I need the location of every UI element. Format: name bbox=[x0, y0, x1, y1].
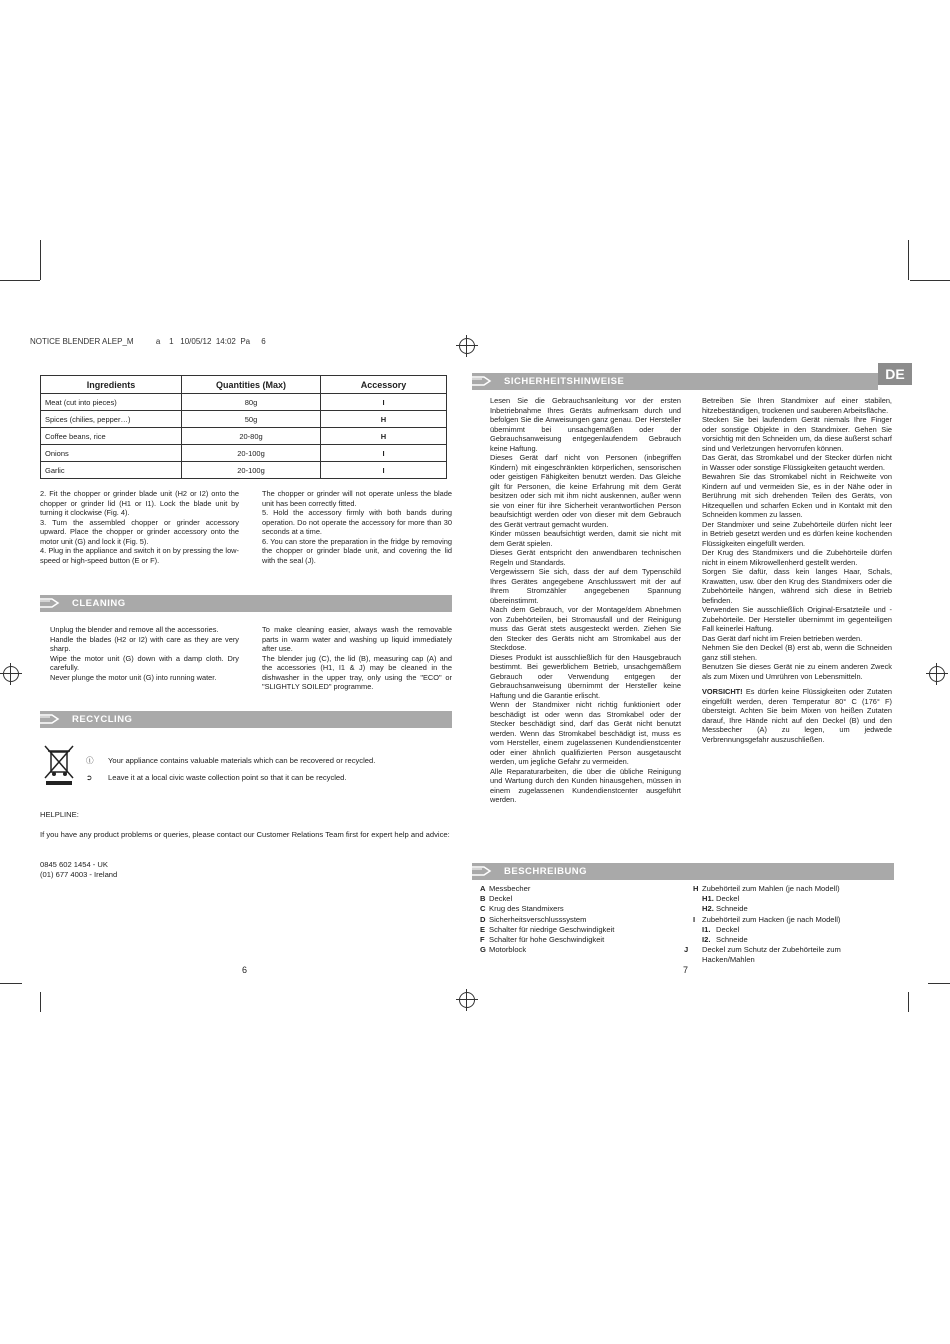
table-cell: 20-100g bbox=[182, 462, 321, 479]
list-item: D Sicherheitsverschlusssystem bbox=[480, 914, 587, 924]
paragraph: Dieses Gerät entspricht den anwendbaren technischen Regeln und Standards. bbox=[490, 548, 681, 567]
list-item: H2. Schneide bbox=[702, 904, 748, 914]
parts-list-right bbox=[684, 884, 873, 966]
helpline-phone-uk: 0845 602 1454 - UK bbox=[40, 860, 108, 869]
table-cell: I bbox=[321, 394, 447, 411]
crop-mark bbox=[908, 240, 909, 280]
registration-mark-icon bbox=[459, 338, 475, 354]
paragraph: Dieses Produkt ist ausschließlich für den Hausgebrauch bestimmt. Bei gewerblichem Betrieb, unsachgemäßem Gebrauch oder Verwendung entgegen der Gebrauchsanweisung übernimmt der Hersteller keine Haftung und die Garantie erlischt. bbox=[490, 652, 681, 700]
paragraph: To make cleaning easier, always wash the removable parts in warm water and washing up liquid immediately after use. bbox=[262, 625, 452, 653]
recycling-text: Your appliance contains valuable materials which can be recovered or recycled. bbox=[108, 756, 376, 765]
registration-mark-icon bbox=[3, 666, 19, 682]
table-cell: I bbox=[321, 445, 447, 462]
step-text: 3. Turn the assembled chopper or grinder accessory upward. Place the chopper or grinder accessory onto the motor unit (G) and lock it (Fig. 5). bbox=[40, 517, 239, 546]
helpline-label: HELPLINE: bbox=[40, 810, 79, 819]
list-item: C Krug des Standmixers bbox=[480, 904, 564, 914]
list-item: I1. Deckel bbox=[702, 924, 740, 934]
table-cell: 50g bbox=[182, 411, 321, 428]
list-item: J Deckel zum Schutz der Zubehörteile zum Hacken/Mahlen bbox=[684, 945, 841, 965]
steps-right bbox=[262, 489, 452, 565]
section-bar-cleaning bbox=[40, 595, 452, 612]
paragraph: Verwenden Sie ausschließlich Original-Ersatzteile und -Zubehörteile. Der Hersteller übernimmt im gegenteiligen Fall keinerlei Haftung. bbox=[702, 605, 892, 633]
crop-mark bbox=[928, 983, 950, 984]
crop-mark bbox=[0, 983, 22, 984]
table-row bbox=[41, 462, 447, 479]
parts-list-left bbox=[480, 884, 614, 955]
table-header: Quantities (Max) bbox=[182, 376, 321, 394]
paragraph: Nehmen Sie den Deckel (B) erst ab, wenn die Schneiden ganz still stehen. bbox=[702, 643, 892, 662]
section-title: CLEANING bbox=[72, 598, 126, 609]
list-item: H1. Deckel bbox=[702, 894, 740, 904]
table-cell: Onions bbox=[41, 445, 182, 462]
table-row bbox=[41, 394, 447, 411]
hand-pointer-icon bbox=[466, 372, 494, 390]
paragraph: Sorgen Sie dafür, dass kein langes Haar, Schals, Krawatten, usw. über den Krug des Standmixers oder die Zubehörteile hängen, während sich diese in Betrieb befinden. bbox=[702, 567, 892, 605]
page-number: 6 bbox=[242, 965, 248, 975]
info-icon: ⓘ bbox=[86, 756, 94, 765]
table-cell: Spices (chilies, pepper…) bbox=[41, 411, 182, 428]
list-item: F Schalter für hohe Geschwindigkeit bbox=[480, 935, 605, 945]
crop-mark bbox=[0, 280, 40, 281]
list-item: H Zubehörteil zum Mahlen (je nach Modell) bbox=[693, 884, 840, 893]
recycling-text: Leave it at a local civic waste collection point so that it can be recycled. bbox=[108, 773, 347, 782]
step-text: 4. Plug in the appliance and switch it on by pressing the low-speed or high-speed button (E or F). bbox=[40, 546, 239, 565]
paragraph: Dieses Gerät darf nicht von Personen (inbegriffen Kindern) mit eingeschränkten körperlichen, sensorischen oder geistigen Fähigkeiten benutzt werden. Das Gleiche gilt für Personen, die keine Erfahrung mit dem Gerät besitzen oder sich mit ihm nicht auskennen, außer wenn sie von einer für ihre Sicherheit verantwortlichen Person beaufsichtigt werden oder von dieser mit dem Gebrauch des Gerät vertraut gemacht wurden. bbox=[490, 453, 681, 529]
hand-pointer-icon bbox=[34, 594, 62, 612]
safety-col-2 bbox=[702, 396, 892, 744]
section-title: BESCHREIBUNG bbox=[504, 866, 588, 877]
language-tab: DE bbox=[878, 363, 912, 385]
table-cell: 20-80g bbox=[182, 428, 321, 445]
list-item: G Motorblock bbox=[480, 945, 527, 955]
cleaning-left bbox=[50, 625, 239, 682]
paragraph: Benutzen Sie dieses Gerät nie zu einem anderen Zweck als zum Mixen und Umrühren von Lebensmitteln. bbox=[702, 662, 892, 681]
table-row bbox=[41, 445, 447, 462]
cleaning-right bbox=[262, 625, 452, 692]
safety-col-1 bbox=[490, 396, 681, 805]
section-title: RECYCLING bbox=[72, 714, 133, 725]
table-cell: 80g bbox=[182, 394, 321, 411]
warning-text: Es dürfen keine Flüssigkeiten oder Zutaten eingefüllt werden, deren Temperatur 80° C (176° F) übersteigt. Achten Sie beim Mixen von heißen Zutaten darauf, Ihre Hände nicht auf den Deckel (B) und den Messbecher (A) zu legen, um jedwede Verbrennungsgefahr auszuschließen. bbox=[702, 687, 892, 744]
paragraph: Wenn der Standmixer nicht richtig funktioniert oder beschädigt ist oder wenn das Stromkabel oder der Stecker beschädigt sind, darf das Gerät nicht benutzt werden. Wenn das Stromkabel beschädigt ist, muss es vom Hersteller, einem zugelassenen Kundendienstcenter oder einer ähnlich qualifizierten Person ausgetauscht werden, um jegliche Gefahr zu vermeiden. bbox=[490, 700, 681, 766]
crop-mark bbox=[908, 992, 909, 1012]
list-item: A Messbecher bbox=[480, 884, 531, 893]
paragraph: Never plunge the motor unit (G) into running water. bbox=[50, 672, 217, 682]
page-number: 7 bbox=[683, 965, 689, 975]
list-item: I Zubehörteil zum Hacken (je nach Modell) bbox=[693, 914, 841, 924]
paragraph: The blender jug (C), the lid (B), measuring cap (A) and the accessories (H1, I1 & J) may be cleaned in the dishwasher in the upper tray, only using the "ECO" or "SLIGHTLY SOILED" programme. bbox=[262, 653, 452, 691]
paragraph: Kinder müssen beaufsichtigt werden, damit sie nicht mit dem Gerät spielen. bbox=[490, 529, 681, 548]
helpline-phone-ie: (01) 677 4003 - Ireland bbox=[40, 870, 118, 879]
table-row bbox=[41, 411, 447, 428]
paragraph: Nach dem Gebrauch, vor der Montage/dem Abnehmen von Zubehörteilen, bei Stromausfall und der Reinigung muss das Gerät stets ausgesteckt werden. Ziehen Sie den Stecker des Geräts nicht am Stromkabel aus der Steckdose. bbox=[490, 605, 681, 652]
registration-mark-icon bbox=[459, 992, 475, 1008]
paragraph: Das Gerät, das Stromkabel und der Stecker dürfen nicht in Wasser oder sonstige Flüssigkeiten getaucht werden. bbox=[702, 453, 892, 472]
crop-mark bbox=[40, 240, 41, 280]
section-bar-recycling bbox=[40, 711, 452, 728]
paragraph: Der Standmixer und seine Zubehörteile dürfen nicht leer in Betrieb gesetzt werden und es dürfen keine kochenden Flüssigkeiten eingefüllt werden. bbox=[702, 519, 892, 548]
table-cell: I bbox=[321, 462, 447, 479]
table-header: Ingredients bbox=[41, 376, 182, 394]
paragraph: Stecken Sie bei laufendem Gerät niemals Ihre Finger oder sonstige Objekte in den Standmixer. Gehen Sie vorsichtig mit den Schneiden um, da diese äußerst scharf sind und Verletzungen hervorrufen können. bbox=[702, 415, 892, 453]
step-text: 5. Hold the accessory firmly with both bands during operation. Do not operate the accessory for more than 30 seconds at a time. bbox=[262, 508, 452, 536]
paragraph: Alle Reparaturarbeiten, die über die übliche Reinigung und Wartung durch den Kunden hinausgehen, müssen in einem zugelassenen Kundendienstcenter ausgeführt werden. bbox=[490, 766, 681, 804]
list-item: E Schalter für niedrige Geschwindigkeit bbox=[480, 924, 615, 934]
paragraph: Bewahren Sie das Stromkabel nicht in Reichweite von Kindern auf und vermeiden Sie, es in der Nähe oder in Berührung mit sich drehenden Teilen des Geräts, von Hitzequellen und scharfen Ecken und in Kontakt mit den Schneiden kommen zu lassen. bbox=[702, 472, 892, 519]
registration-mark-icon bbox=[929, 666, 945, 682]
table-row bbox=[41, 428, 447, 445]
paragraph: Unplug the blender and remove all the accessories. bbox=[50, 625, 219, 634]
ingredients-table bbox=[40, 375, 447, 479]
paragraph: Wipe the motor unit (G) down with a damp cloth. Dry carefully. bbox=[50, 653, 239, 672]
table-header-row bbox=[41, 376, 447, 394]
warning-paragraph bbox=[702, 687, 892, 744]
print-header: NOTICE BLENDER ALEP_M a 1 10/05/12 14:02 Pa 6 bbox=[30, 337, 266, 346]
table-cell: H bbox=[321, 428, 447, 445]
paragraph: Lesen Sie die Gebrauchsanleitung vor der ersten Inbetriebnahme Ihres Geräts aufmerksam durch und befolgen Sie die Anweisungen ganz genau. Der Hersteller übernimmt bei unsachgemäßen oder der Gebrauchsanweisung entgegenlaufendem Gebrauch keine Haftung. bbox=[490, 396, 681, 453]
steps-left bbox=[40, 489, 239, 565]
section-bar-safety bbox=[472, 373, 878, 390]
table-cell: H bbox=[321, 411, 447, 428]
paragraph: Betreiben Sie Ihren Standmixer auf einer stabilen, hitzebeständigen, trockenen und sauberen Arbeitsfläche. bbox=[702, 396, 892, 415]
warning-label: VORSICHT! bbox=[702, 687, 743, 696]
helpline-text: If you have any product problems or queries, please contact our Customer Relations Team first for expert help and advice: bbox=[40, 830, 450, 839]
table-cell: Garlic bbox=[41, 462, 182, 479]
crop-mark bbox=[40, 992, 41, 1012]
section-title: SICHERHEITSHINWEISE bbox=[504, 376, 625, 387]
step-text: 6. You can store the preparation in the fridge by removing the chopper or grinder blade unit, and covering the lid with the seal (J). bbox=[262, 536, 452, 565]
paragraph: Der Krug des Standmixers und die Zubehörteile dürfen nicht in einem Mikrowellenherd gestellt werden. bbox=[702, 548, 892, 567]
section-bar-description bbox=[472, 863, 894, 880]
table-header: Accessory bbox=[321, 376, 447, 394]
hand-pointer-icon bbox=[34, 710, 62, 728]
list-item: B Deckel bbox=[480, 894, 513, 904]
crop-mark bbox=[910, 280, 950, 281]
step-text: The chopper or grinder will not operate unless the blade unit has been correctly fitted. bbox=[262, 489, 452, 508]
paragraph: Vergewissern Sie sich, dass der auf dem Typenschild Ihres Gerätes angegebene Anschlusswert mit der auf Ihrem Stromzähler angegebenen Spannung übereinstimmt. bbox=[490, 567, 681, 605]
table-cell: Meat (cut into pieces) bbox=[41, 394, 182, 411]
table-cell: Coffee beans, rice bbox=[41, 428, 182, 445]
step-text: 2. Fit the chopper or grinder blade unit (H2 or I2) onto the chopper or grinder lid (H1 or I1). Lock the blade unit by turning it clockwise (Fig. 4). bbox=[40, 489, 239, 517]
recycle-arrow-icon: ➲ bbox=[86, 773, 93, 782]
hand-pointer-icon bbox=[466, 862, 494, 880]
weee-bin-icon bbox=[42, 742, 76, 786]
table-cell: 20-100g bbox=[182, 445, 321, 462]
paragraph: Handle the blades (H2 or I2) with care as they are very sharp. bbox=[50, 634, 239, 653]
list-item: I2. Schneide bbox=[702, 935, 748, 945]
paragraph: Das Gerät darf nicht im Freien betrieben werden. bbox=[702, 633, 863, 643]
